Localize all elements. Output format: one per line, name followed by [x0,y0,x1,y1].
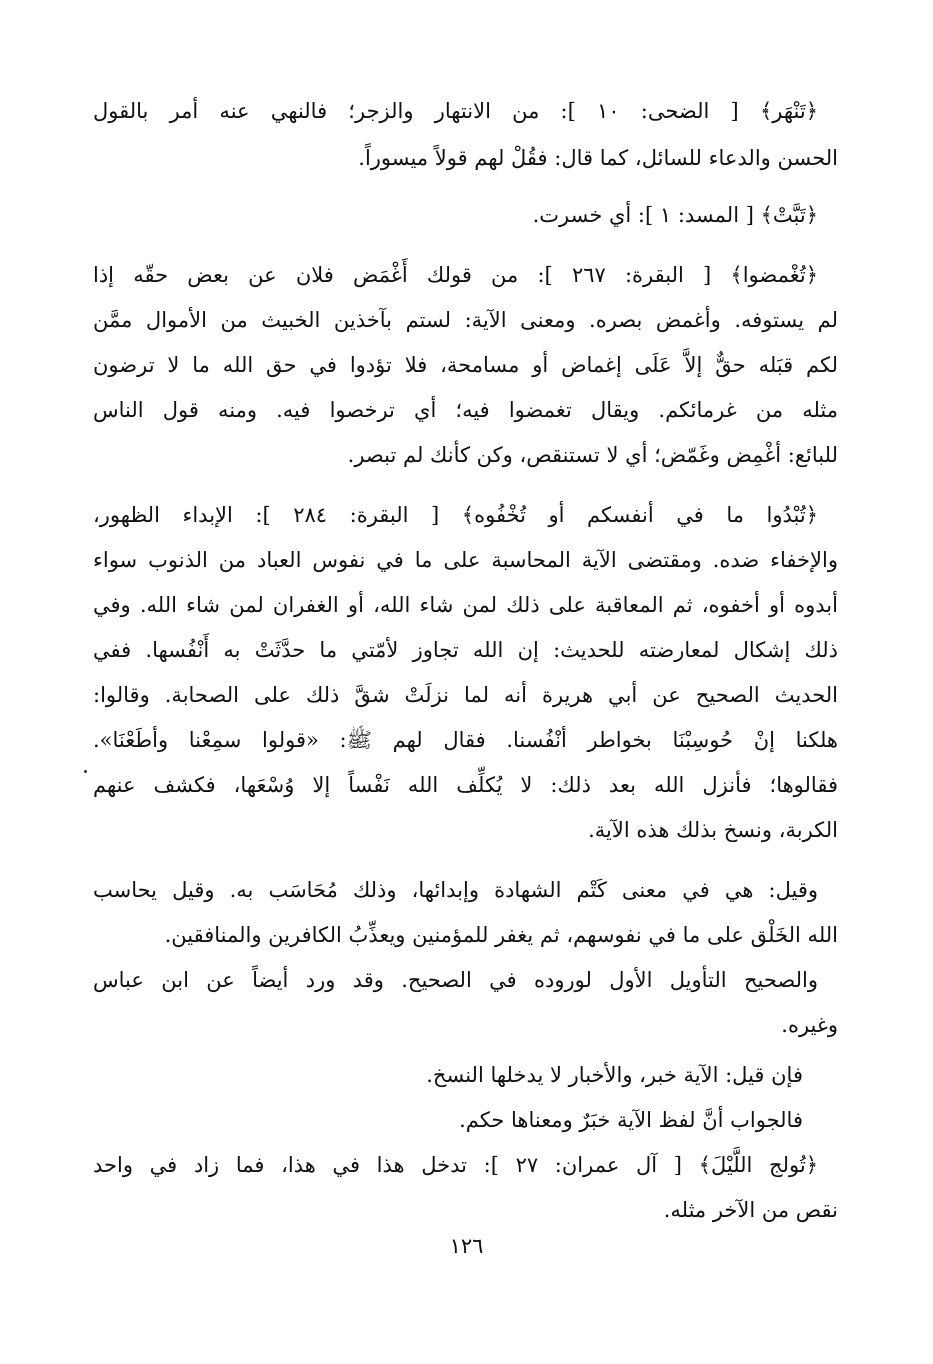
text-line: ﴿تُولج اللَّيْلَ﴾ [ آل عمران: ٢٧ ]: تدخل هذا في هذا، فما زاد في واحد [93,1153,818,1177]
text-line: هلكنا إنْ حُوسِبْنَا بخواطر أنْفُسنا. فقال لهم ﷺ: «قولوا سمِعْنا وأطَعْنَا». [93,728,838,752]
text-line: ذلك إشكال لمعارضته للحديث: إن الله تجاوز لأمّتي ما حدَّثَتْ به أَنْفُسها. ففي [93,638,838,662]
text-line: نقص من الآخر مثله. [663,1198,838,1222]
text-line: الحسن والدعاء للسائل، كما قال: فقُلْ لهم قولاً ميسوراً. [358,146,838,170]
text-line: ﴿تَبَّتْ﴾ [ المسد: ١ ]: أي خسرت. [532,203,818,227]
text-line: وقيل: هي في معنى كَتْم الشهادة وإبدائها، وذلك مُحَاسَب به. وقيل يحاسب [93,878,818,902]
text-line: الحديث الصحيح عن أبي هريرة أنه لما نزلَتْ شقَّ ذلك على الصحابة. وقالوا: [93,683,838,707]
text-line: للبائع: أغْمِض وغَمّض؛ أي لا تستنقص، وكن كأنك لم تبصر. [347,443,838,467]
text-line: ﴿تَنْهَر﴾ [ الضحى: ١٠ ]: من الانتهار والزجر؛ فالنهي عنه أمر بالقول [93,99,818,123]
text-line: فقالوها؛ فأنزل الله بعد ذلك: لا يُكلِّف الله نَفْساً إلا وُسْعَها، فكشف عنهم [93,773,838,797]
text-line: ﴿تُغْمضوا﴾ [ البقرة: ٢٦٧ ]: من قولك أَغْمَض فلان عن بعض حقّه إذا [93,263,819,287]
text-line: لكم قبَله حقٌّ إلاَّ عَلَى إغماض أو مسامحة، فلا تؤدوا في حق الله ما لا ترضون [93,353,838,377]
text-line: والصحيح التأويل الأول لوروده في الصحيح. وقد ورد أيضاً عن ابن عباس [93,968,818,992]
text-line: مثله من غرمائكم. ويقال تغمضوا فيه؛ أي ترخصوا فيه. ومنه قول الناس [93,398,838,422]
text-line: لم يستوفه. وأغمض بصره. ومعنى الآية: لستم بآخذين الخبيث من الأموال ممَّن [93,308,838,332]
text-line: وغيره. [781,1013,838,1037]
page-number: ١٢٦ [449,1234,484,1258]
scan-speck [84,770,87,773]
text-line: والإخفاء ضده. ومقتضى الآية المحاسبة على ما في نفوس العباد من الذنوب سواء [93,548,838,572]
text-line: الله الخَلْق على ما في نفوسهم، ثم يغفر للمؤمنين ويعذِّبُ الكافرين والمنافقين. [164,923,838,947]
text-line: فالجواب أنَّ لفظ الآية خبَرٌ ومعناها حكم. [459,1108,803,1132]
text-line: فإن قيل: الآية خبر، والأخبار لا يدخلها النسخ. [426,1063,803,1087]
text-line: الكربة، ونسخ بذلك هذه الآية. [588,818,838,842]
text-line: ﴿تُبْدُوا ما في أنفسكم أو تُخْفُوه﴾ [ البقرة: ٢٨٤ ]: الإبداء الظهور، [93,503,819,527]
text-line: أبدوه أو أخفوه، ثم المعاقبة على ذلك لمن شاء الله، أو الغفران لمن شاء الله. وفي [93,593,838,617]
